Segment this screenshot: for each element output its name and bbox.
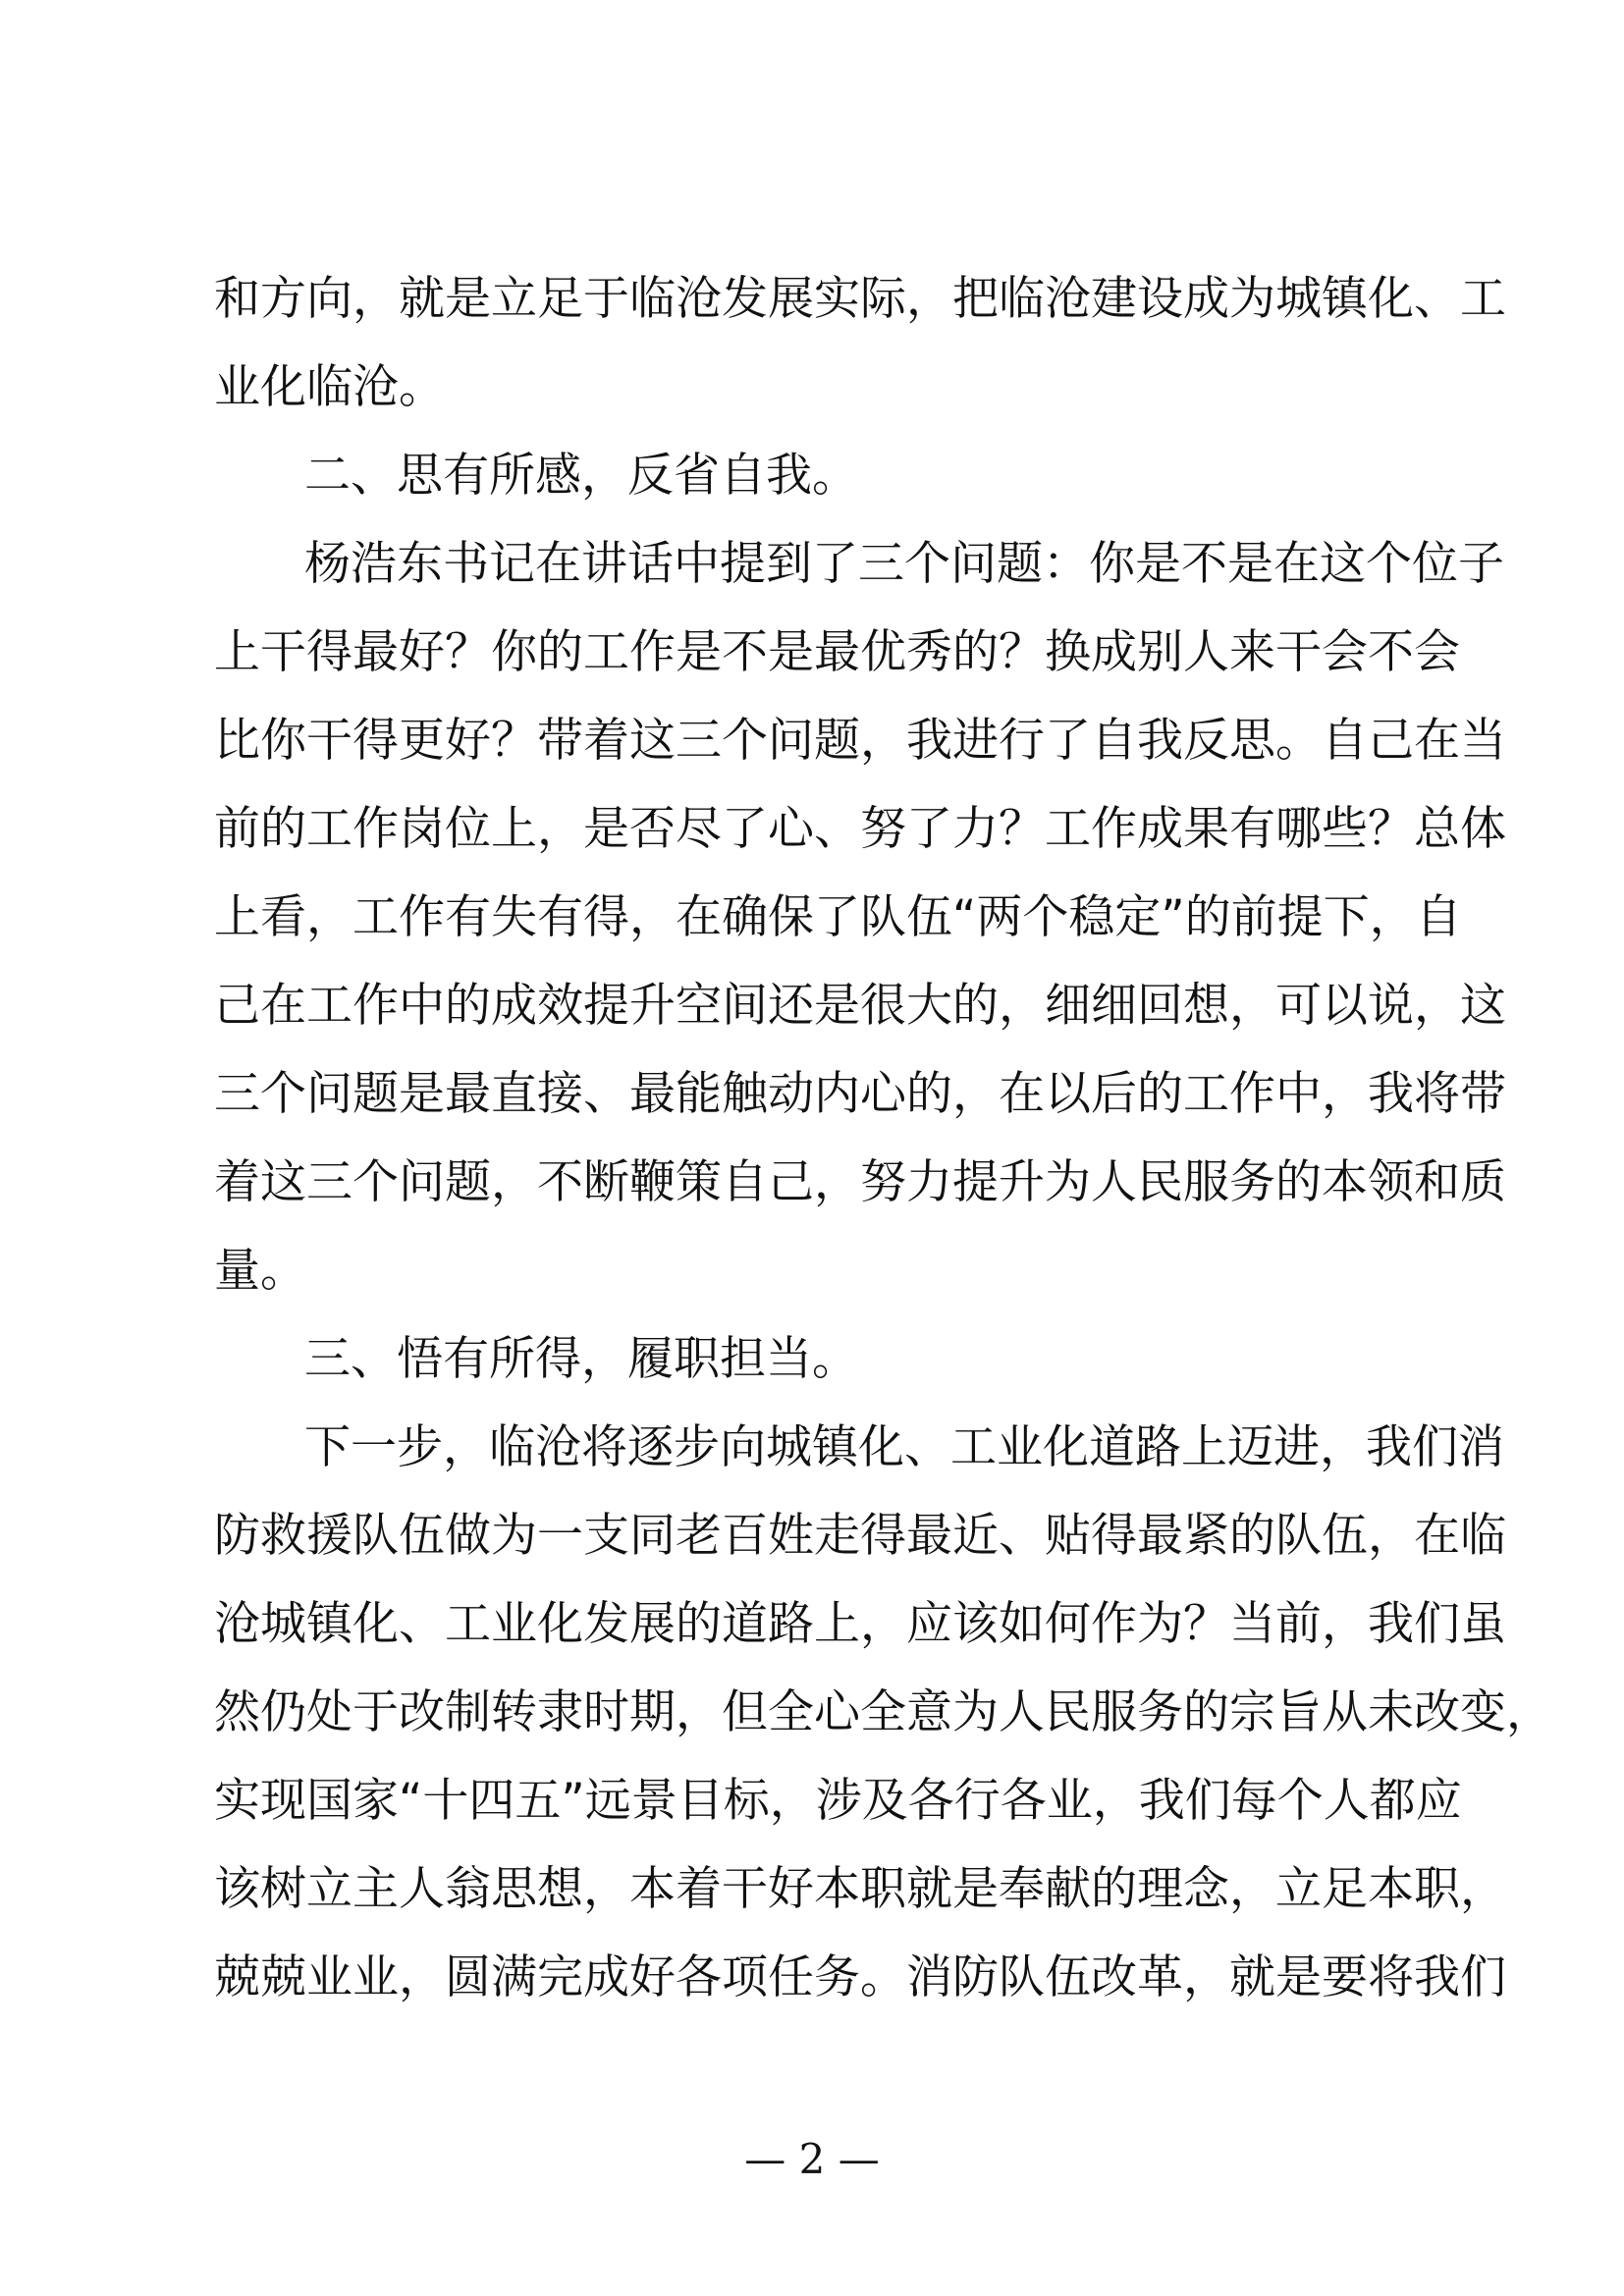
text-line: 上看，工作有失有得，在确保了队伍“两个稳定”的前提下，自 — [214, 890, 1462, 944]
text-line: 沧城镇化、工业化发展的道路上，应该如何作为？当前，我们虽 — [214, 1597, 1506, 1651]
text-line: 下一步，临沧将逐步向城镇化、工业化道路上迈进，我们消 — [304, 1420, 1504, 1474]
text-line: 三个问题是最直接、最能触动内心的，在以后的工作中，我将带 — [214, 1067, 1506, 1121]
text-line: 前的工作岗位上，是否尽了心、努了力？工作成果有哪些？总体 — [214, 802, 1506, 856]
section-heading: 三、悟有所得，履职担当。 — [304, 1332, 858, 1386]
text-line: 杨浩东书记在讲话中提到了三个问题：你是不是在这个位子 — [304, 537, 1504, 591]
text-line: 实现国家“十四五”远景目标，涉及各行各业，我们每个人都应 — [214, 1774, 1462, 1828]
page-number: — 2 — — [744, 2135, 880, 2183]
text-line: 防救援队伍做为一支同老百姓走得最近、贴得最紧的队伍，在临 — [214, 1509, 1506, 1563]
text-line: 己在工作中的成效提升空间还是很大的，细细回想，可以说，这 — [214, 979, 1506, 1033]
section-heading: 二、思有所感，反省自我。 — [304, 449, 858, 503]
text-line: 比你干得更好？带着这三个问题，我进行了自我反思。自己在当 — [214, 714, 1506, 768]
text-line: 然仍处于改制转隶时期，但全心全意为人民服务的宗旨从未改变， — [214, 1685, 1552, 1739]
text-line: 和方向，就是立足于临沧发展实际，把临沧建设成为城镇化、工 — [214, 272, 1506, 326]
text-line: 着这三个问题，不断鞭策自己，努力提升为人民服务的本领和质 — [214, 1155, 1506, 1209]
text-line: 量。 — [214, 1244, 306, 1298]
text-line: 该树立主人翁思想，本着干好本职就是奉献的理念，立足本职， — [214, 1862, 1506, 1916]
text-line: 上干得最好？你的工作是不是最优秀的？换成别人来干会不会 — [214, 625, 1460, 679]
text-line: 业化临沧。 — [214, 360, 445, 414]
text-line: 兢兢业业，圆满完成好各项任务。消防队伍改革，就是要将我们 — [214, 1950, 1506, 2004]
body-text — [214, 255, 1552, 2022]
